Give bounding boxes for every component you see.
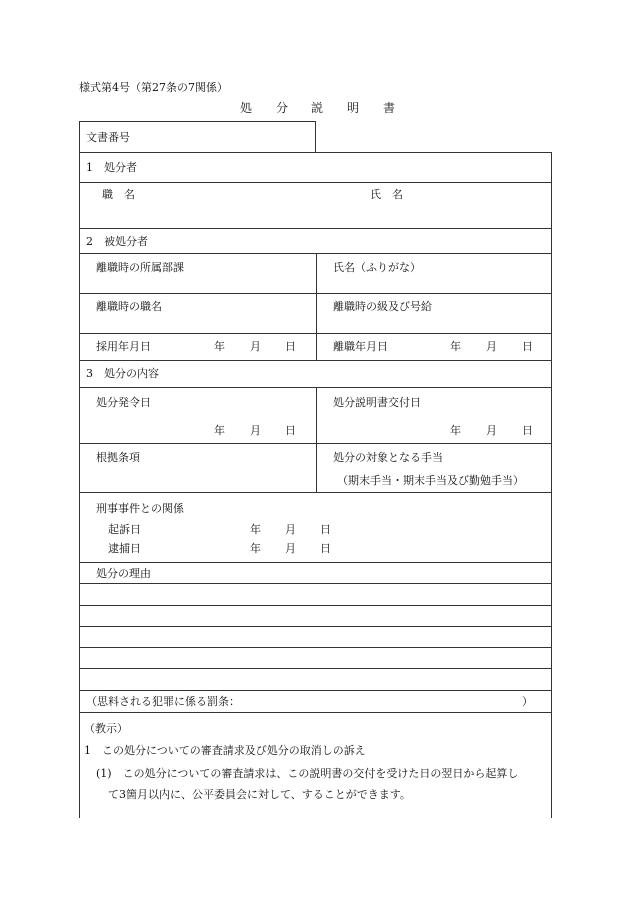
title-char: 明 — [347, 101, 360, 115]
retire-date-label: 離職年月日 — [333, 340, 388, 353]
table-line — [79, 228, 552, 229]
dept-label: 離職時の所属部課 — [96, 261, 184, 274]
date-year: 年 — [450, 340, 461, 353]
grade-label: 離職時の級及び号給 — [333, 300, 432, 313]
table-line — [79, 121, 316, 122]
table-line — [316, 387, 317, 492]
date-day: 日 — [522, 424, 533, 437]
allowance-label: 処分の対象となる手当 — [333, 451, 443, 464]
post-label: 離職時の職名 — [96, 300, 162, 313]
allowance-detail: （期末手当・期末手当及び勤勉手当） — [337, 474, 524, 487]
table-line — [79, 626, 552, 627]
table-line — [79, 668, 552, 669]
table-line — [79, 605, 552, 606]
table-line — [79, 182, 552, 183]
date-month: 月 — [285, 523, 296, 536]
table-line — [79, 360, 552, 361]
table-line — [79, 492, 552, 493]
notice-heading: （教示） — [84, 722, 128, 735]
penalty-label: （思料される犯罪に係る罰条： — [86, 695, 240, 708]
criminal-label: 刑事事件との関係 — [96, 502, 184, 515]
disposer-post-label: 職 名 — [102, 188, 135, 201]
order-date-label: 処分発令日 — [96, 396, 151, 409]
date-day: 日 — [320, 542, 331, 555]
table-line — [79, 583, 552, 584]
table-line — [79, 647, 552, 648]
indictment-label: 起訴日 — [108, 523, 141, 536]
doc-number-label: 文書番号 — [86, 131, 130, 144]
date-day: 日 — [285, 424, 296, 437]
table-line — [79, 712, 552, 713]
title-char: 分 — [276, 101, 289, 115]
reason-label: 処分の理由 — [96, 567, 151, 580]
date-day: 日 — [320, 523, 331, 536]
table-line — [79, 562, 552, 563]
disposer-name-label: 氏 名 — [370, 188, 403, 201]
date-year: 年 — [214, 340, 225, 353]
date-month: 月 — [486, 424, 497, 437]
notice-subitem-cont: て3箇月以内に、公平委員会に対して、することができます。 — [108, 788, 411, 801]
section-heading: 1 処分者 — [86, 161, 137, 174]
date-year: 年 — [214, 424, 225, 437]
table-line — [79, 121, 80, 818]
section-heading: 3 処分の内容 — [86, 367, 159, 380]
date-month: 月 — [250, 340, 261, 353]
table-line — [315, 121, 316, 153]
date-year: 年 — [250, 523, 261, 536]
date-year: 年 — [250, 542, 261, 555]
form-number-label: 様式第4号（第27条の7関係） — [79, 81, 228, 94]
date-month: 月 — [250, 424, 261, 437]
date-month: 月 — [486, 340, 497, 353]
basis-label: 根拠条項 — [96, 451, 140, 464]
hire-date-label: 採用年月日 — [96, 340, 151, 353]
arrest-label: 逮捕日 — [108, 542, 141, 555]
title-char: 説 — [311, 101, 324, 115]
title-char: 処 — [240, 101, 253, 115]
date-year: 年 — [450, 424, 461, 437]
table-line — [79, 690, 552, 691]
date-day: 日 — [285, 340, 296, 353]
table-line — [551, 152, 552, 818]
notice-subitem: (1) この処分についての審査請求は、この説明書の交付を受けた日の翌日から起算し — [96, 767, 519, 780]
date-day: 日 — [522, 340, 533, 353]
explain-date-label: 処分説明書交付日 — [333, 396, 421, 409]
table-line — [316, 253, 317, 360]
title-char: 書 — [383, 101, 396, 115]
date-month: 月 — [285, 542, 296, 555]
notice-item: 1 この処分についての審査請求及び処分の取消しの訴え — [84, 744, 366, 757]
penalty-close: ） — [522, 695, 533, 708]
section-heading: 2 被処分者 — [86, 235, 148, 248]
name-kana-label: 氏名（ふりがな） — [333, 261, 421, 274]
